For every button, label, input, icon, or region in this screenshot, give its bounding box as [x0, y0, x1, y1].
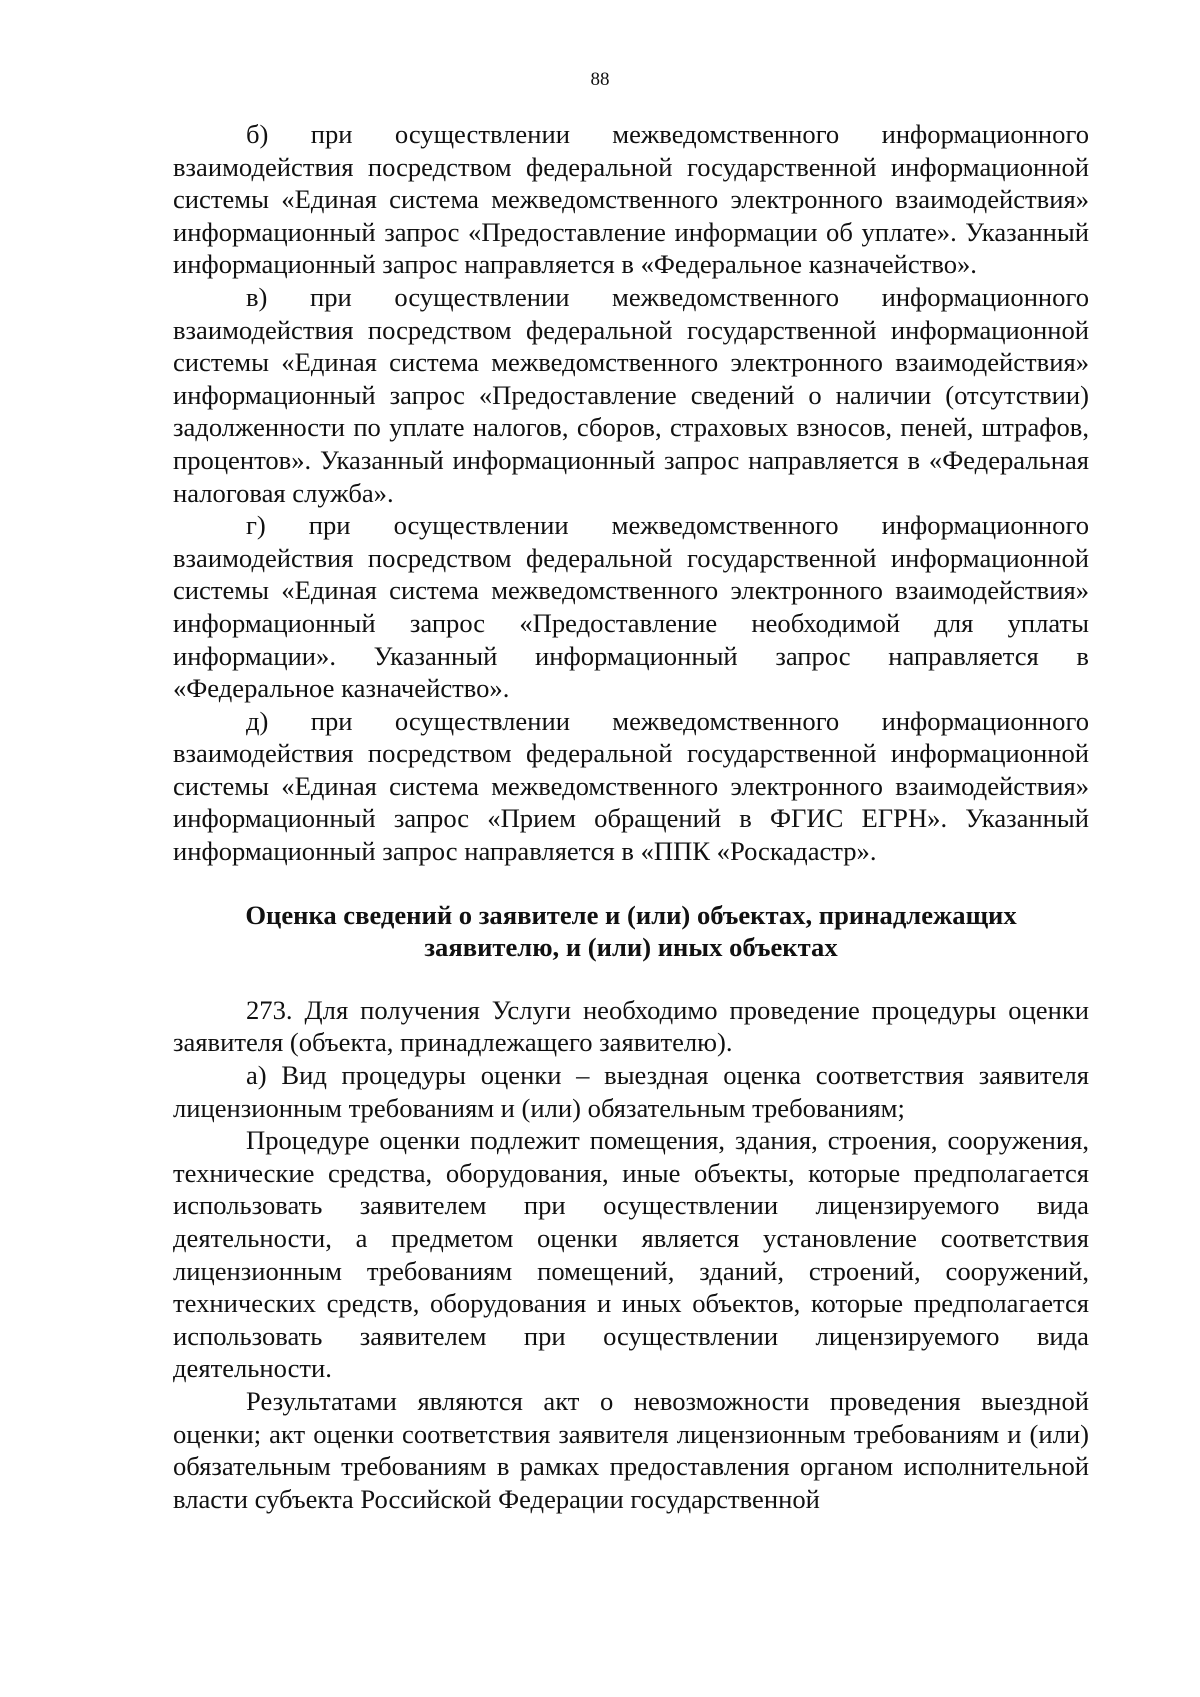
paragraph-273: 273. Для получения Услуги необходимо проведение процедуры оценки заявителя (объекта, принадлежащего заявителю).	[173, 994, 1089, 1058]
paragraph-d: д) при осуществлении межведомственного информационного взаимодействия посредством федеральной государственной информационной системы «Единая система межведомственного электронного взаимодействия» информационный запрос «Прием обращений в ФГИС ЕГРН». Указанный информационный запрос направляется в «ППК «Роскадастр».	[173, 705, 1089, 867]
section-heading-line-1: Оценка сведений о заявителе и (или) объектах, принадлежащих	[245, 899, 1017, 930]
page-number: 88	[590, 69, 610, 90]
paragraph-g: г) при осуществлении межведомственного информационного взаимодействия посредством федеральной государственной информационной системы «Единая система межведомственного электронного взаимодействия» информационный запрос «Предоставление необходимой для уплаты информации». Указанный информационный запрос направляется в «Федеральное казначейство».	[173, 510, 1089, 704]
section-heading	[193, 899, 1069, 964]
paragraph-v: в) при осуществлении межведомственного информационного взаимодействия посредством федеральной государственной информационной системы «Единая система межведомственного электронного взаимодействия» информационный запрос «Предоставление сведений о наличии (отсутствии) задолженности по уплате налогов, сборов, страховых взносов, пеней, штрафов, процентов». Указанный информационный запрос направляется в «Федеральная налоговая служба».	[173, 281, 1089, 508]
paragraph-b: б) при осуществлении межведомственного информационного взаимодействия посредством федеральной государственной информационной системы «Единая система межведомственного электронного взаимодействия» информационный запрос «Предоставление информации об уплате». Указанный информационный запрос направляется в «Федеральное казначейство».	[173, 119, 1089, 280]
paragraph-a: а) Вид процедуры оценки – выездная оценка соответствия заявителя лицензионным требованиям и (или) обязательным требованиям;	[173, 1060, 1089, 1123]
paragraph-results: Результатами являются акт о невозможности проведения выездной оценки; акт оценки соответствия заявителя лицензионным требованиям и (или) обязательным требованиям в рамках предоставления органом исполнительной власти субъекта Российской Федерации государственной	[173, 1385, 1089, 1514]
section-heading-line-2: заявителю, и (или) иных объектах	[424, 932, 838, 963]
paragraph-procedure: Процедуре оценки подлежит помещения, здания, строения, сооружения, технические средства, оборудования, иные объекты, которые предполагается использовать заявителем при осуществлении лицензируемого вида деятельности, а предметом оценки является установление соответствия лицензионным требованиям помещений, зданий, строений, сооружений, технических средств, оборудования и иных объектов, которые предполагается использовать заявителем при осуществлении лицензируемого вида деятельности.	[173, 1125, 1089, 1384]
document-body	[173, 118, 1089, 1515]
